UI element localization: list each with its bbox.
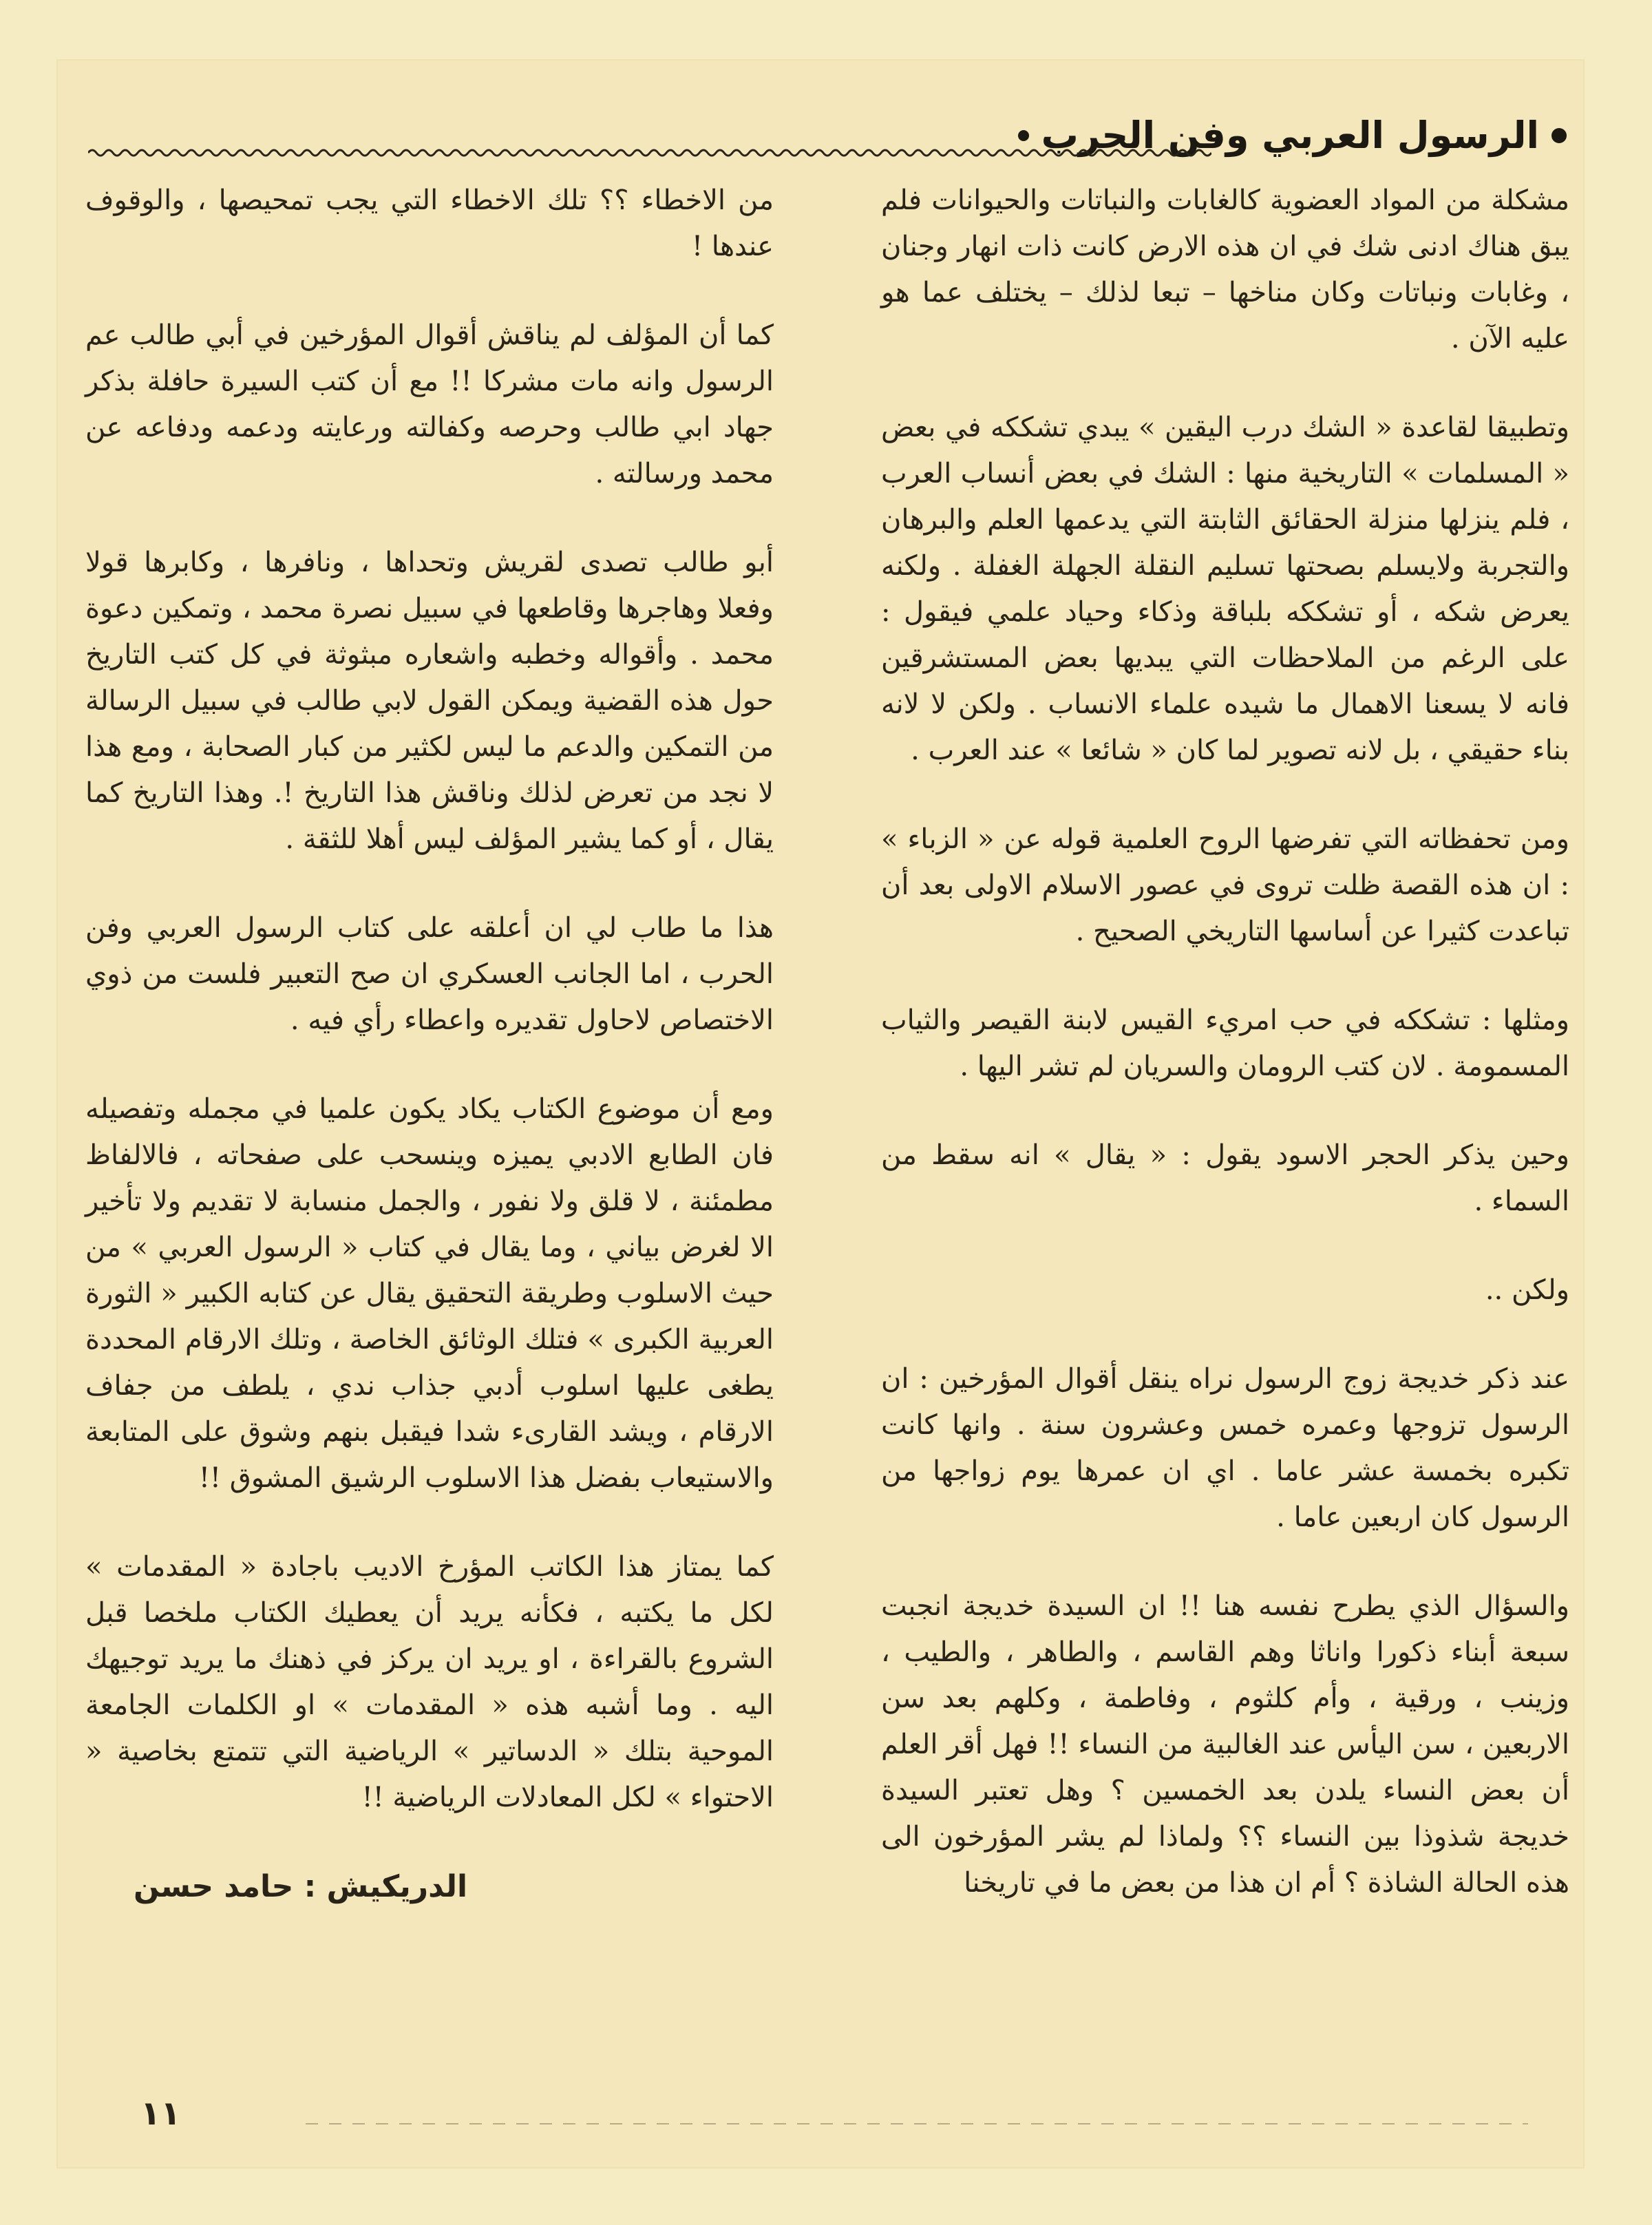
paragraph: ومن تحفظاته التي تفرضها الروح العلمية قوله عن « الزباء » : ان هذه القصة ظلت تروى في عصور الاسلام الاولى بعد أن تباعدت كثيرا عن أساسها التاريخي الصحيح . bbox=[881, 823, 1569, 947]
paragraph: ومع أن موضوع الكتاب يكاد يكون علميا في مجمله وتفصيله فان الطابع الادبي يميزه وينسحب على صفحاته ، فالالفاظ مطمئنة ، لا قلق ولا نفور ، والجمل منسابة لا تقديم ولا تأخير الا لغرض بياني ، وما يقال في كتاب « الرسول العربي » من حيث الاسلوب وطريقة التحقيق يقال عن كتابه الكبير « الثورة العربية الكبرى » فتلك الوثائق الخاصة ، وتلك الارقام المحددة يطغى عليها اسلوب أدبي جذاب ندي ، يلطف من جفاف الارقام ، ويشد القارىء شدا فيقبل بنهم وشوق على المتابعة والاستيعاب بفضل هذا الاسلوب الرشيق المشوق !! bbox=[85, 1093, 774, 1494]
paragraph: كما يمتاز هذا الكاتب المؤرخ الاديب باجادة « المقدمات » لكل ما يكتبه ، فكأنه يريد أن يعطيك الكتاب ملخصا قبل الشروع بالقراءة ، او يريد ان يركز في ذهنك ما يريد توجيهك اليه . وما أشبه هذه « المقدمات » او الكلمات الجامعة الموحية بتلك « الدساتير » الرياضية التي تتمتع بخاصية « الاحتواء » لكل المعادلات الرياضية !! bbox=[85, 1551, 774, 1813]
page-number: ١١ bbox=[140, 2094, 181, 2133]
paragraph: هذا ما طاب لي ان أعلقه على كتاب الرسول العربي وفن الحرب ، اما الجانب العسكري ان صح التعبير فلست من ذوي الاختصاص لاحاول تقديره واعطاء رأي فيه . bbox=[85, 912, 774, 1036]
author-signature: الدريكيش : حامد حسن bbox=[134, 1869, 468, 1904]
article-title-text: الرسول العربي وفن الحرب bbox=[1041, 114, 1539, 157]
paragraph: والسؤال الذي يطرح نفسه هنا !! ان السيدة خديجة انجبت سبعة أبناء ذكورا واناثا وهم القاسم ، والطاهر ، والطيب ، وزينب ، ورقية ، وأم كلثوم ، وفاطمة ، وكلهم بعد سن الاربعين ، سن اليأس عند الغالبية من النساء !! فهل أقر العلم أن بعض النساء يلدن بعد الخمسين ؟ وهل تعتبر السيدة خديجة شذوذا بين النساء ؟؟ ولماذا لم يشر المؤرخون الى هذه الحالة الشاذة ؟ أم ان هذا من بعض ما في تاريخنا bbox=[881, 1590, 1570, 1899]
article-body bbox=[58, 178, 1583, 2085]
magazine-page bbox=[58, 61, 1583, 2167]
paragraph: وحين يذكر الحجر الاسود يقول : « يقال » انه سقط من السماء . bbox=[881, 1139, 1569, 1217]
paragraph: مشكلة من المواد العضوية كالغابات والنباتات والحيوانات فلم يبق هناك ادنى شك في ان هذه الارض كانت ذات انهار وجنان ، وغابات ونباتات وكان مناخها – تبعا لذلك – يختلف عما هو عليه الآن . bbox=[881, 184, 1569, 355]
left-column bbox=[85, 178, 774, 2085]
paragraph: وتطبيقا لقاعدة « الشك درب اليقين » يبدي تشككه في بعض « المسلمات » التاريخية منها : الشك في بعض أنساب العرب ، فلم ينزلها منزلة الحقائق الثابتة التي يدعمها العلم والبرهان والتجربة ولايسلم بصحتها تسليم النقلة الجهلة الغفلة . ولكنه يعرض شكه ، أو تشككه بلباقة وذكاء وحياد علمي فيقول : على الرغم من الملاحظات التي يبديها بعض المستشرقين فانه لا يسعنا الاهمال ما شيده علماء الانساب . ولكن لا لانه بناء حقيقي ، بل لانه تصوير لما كان « شائعا » عند العرب . bbox=[881, 412, 1569, 766]
article-header bbox=[58, 105, 1583, 173]
paragraph: أبو طالب تصدى لقريش وتحداها ، ونافرها ، وكابرها قولا وفعلا وهاجرها وقاطعها في سبيل نصرة محمد ، وتمكين دعوة محمد . وأقواله وخطبه واشعاره مبثوثة في كل كتب التاريخ حول هذه القضية ويمكن القول لابي طالب في سبيل الرسالة من التمكين والدعم ما ليس لكثير من كبار الصحابة ، ومع هذا لا نجد من تعرض لذلك وناقش هذا التاريخ !. وهذا التاريخ كما يقال ، أو كما يشير المؤلف ليس أهلا للثقة . bbox=[85, 547, 774, 855]
right-column bbox=[881, 178, 1569, 2085]
decorative-wavy-rule bbox=[88, 147, 1211, 158]
bullet-icon bbox=[1552, 128, 1567, 143]
paragraph: ومثلها : تشككه في حب امريء القيس لابنة القيصر والثياب المسمومة . لان كتب الرومان والسريان لم تشر اليها . bbox=[881, 1004, 1569, 1082]
paragraph: كما أن المؤلف لم يناقش أقوال المؤرخين في أبي طالب عم الرسول وانه مات مشركا !! مع أن كتب السيرة حافلة بذكر جهاد ابي طالب وحرصه وكفالته ورعايته ودعمه ودفاعه عن محمد ورسالته . bbox=[85, 319, 774, 489]
footer-rule bbox=[306, 2123, 1528, 2124]
bullet-icon bbox=[1018, 130, 1029, 141]
paragraph: ولكن .. bbox=[1485, 1274, 1569, 1306]
paragraph: من الاخطاء ؟؟ تلك الاخطاء التي يجب تمحيصها ، والوقوف عندها ! bbox=[85, 184, 774, 262]
paragraph: عند ذكر خديجة زوج الرسول نراه ينقل أقوال المؤرخين : ان الرسول تزوجها وعمره خمس وعشرون سنة . وانها كانت تكبره بخمسة عشر عاما . اي ان عمرها يوم زواجها من الرسول كان اربعين عاما . bbox=[881, 1363, 1569, 1533]
